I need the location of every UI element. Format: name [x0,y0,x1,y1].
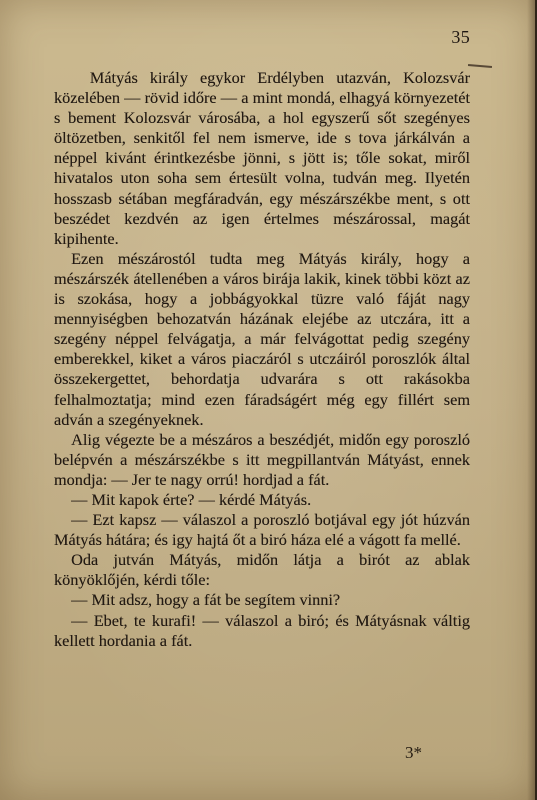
paragraph-7: — Mit adsz, hogy a fát be segítem vinni? [71,590,341,610]
paragraph-1: Mátyás király egykor Erdélyben utazván, Kolozsvár közelében — rövid időre — a mint mondá, elhagyá környezetét s bement Kolozsvár városába, a hol egyszerű sőt szegényes öltözetben, senkitől fel nem ismerve, ide s tova járkálván a néppel kivánt érintkezésbe jönni, s jött is; tőle sokat, miről hivatalos uton soha sem értesült volna, tudván meg. Ilyetén hosszasb sétában megfáradván, egy mészárszékbe ment, s ott beszédet kezdvén az igen értelmes mészárossal, magát kipihente. [54,68,470,248]
pencil-mark [468,64,492,68]
paragraph-5: — Ezt kapsz — válaszol a poroszló botjával egy jót húzván Mátyás hátára; és igy hajtá őt a biró háza elé a vágott fa mellé. [54,510,470,550]
main-text [54,68,470,651]
paragraph-6: Oda jutván Mátyás, midőn látja a birót az ablak könyöklőjén, kérdi tőle: [54,550,470,590]
printer-signature: 3* [405,743,422,762]
paragraph-4: — Mit kapok érte? — kérdé Mátyás. [71,489,312,509]
paragraph-2: Ezen mészárostól tudta meg Mátyás király, hogy a mészárszék átellenében a város birája lakik, kinek többi közt az is szokása, hogy a jobbágyokkal tüzre való fáját nagy mennyiségben behozatván házának elejébe az utczára, itt a szegény néppel felvágatja, a már felvágottat pedig szegény emberekkel, kiket a város piaczáról s utczáiról poroszlók által összekergettet, behordatja udvarára s ott rakásokba felhalmoztatja; mind ezen fáradságért még egy fillért sem adván a szegényeknek. [54,248,470,429]
paragraph-8: — Ebet, te kurafi! — válaszol a biró; és Mátyásnak váltig kellett hordania a fát. [54,610,470,650]
paragraph-3: Alig végezte be a mészáros a beszédjét, midőn egy poroszló belépvén a mészárszékbe s itt megpillantván Mátyást, ennek mondja: — Jer te nagy orrú! hordjad a fát. [54,429,470,489]
page-edge-shadow [527,0,535,800]
page-number: 35 [451,27,470,47]
